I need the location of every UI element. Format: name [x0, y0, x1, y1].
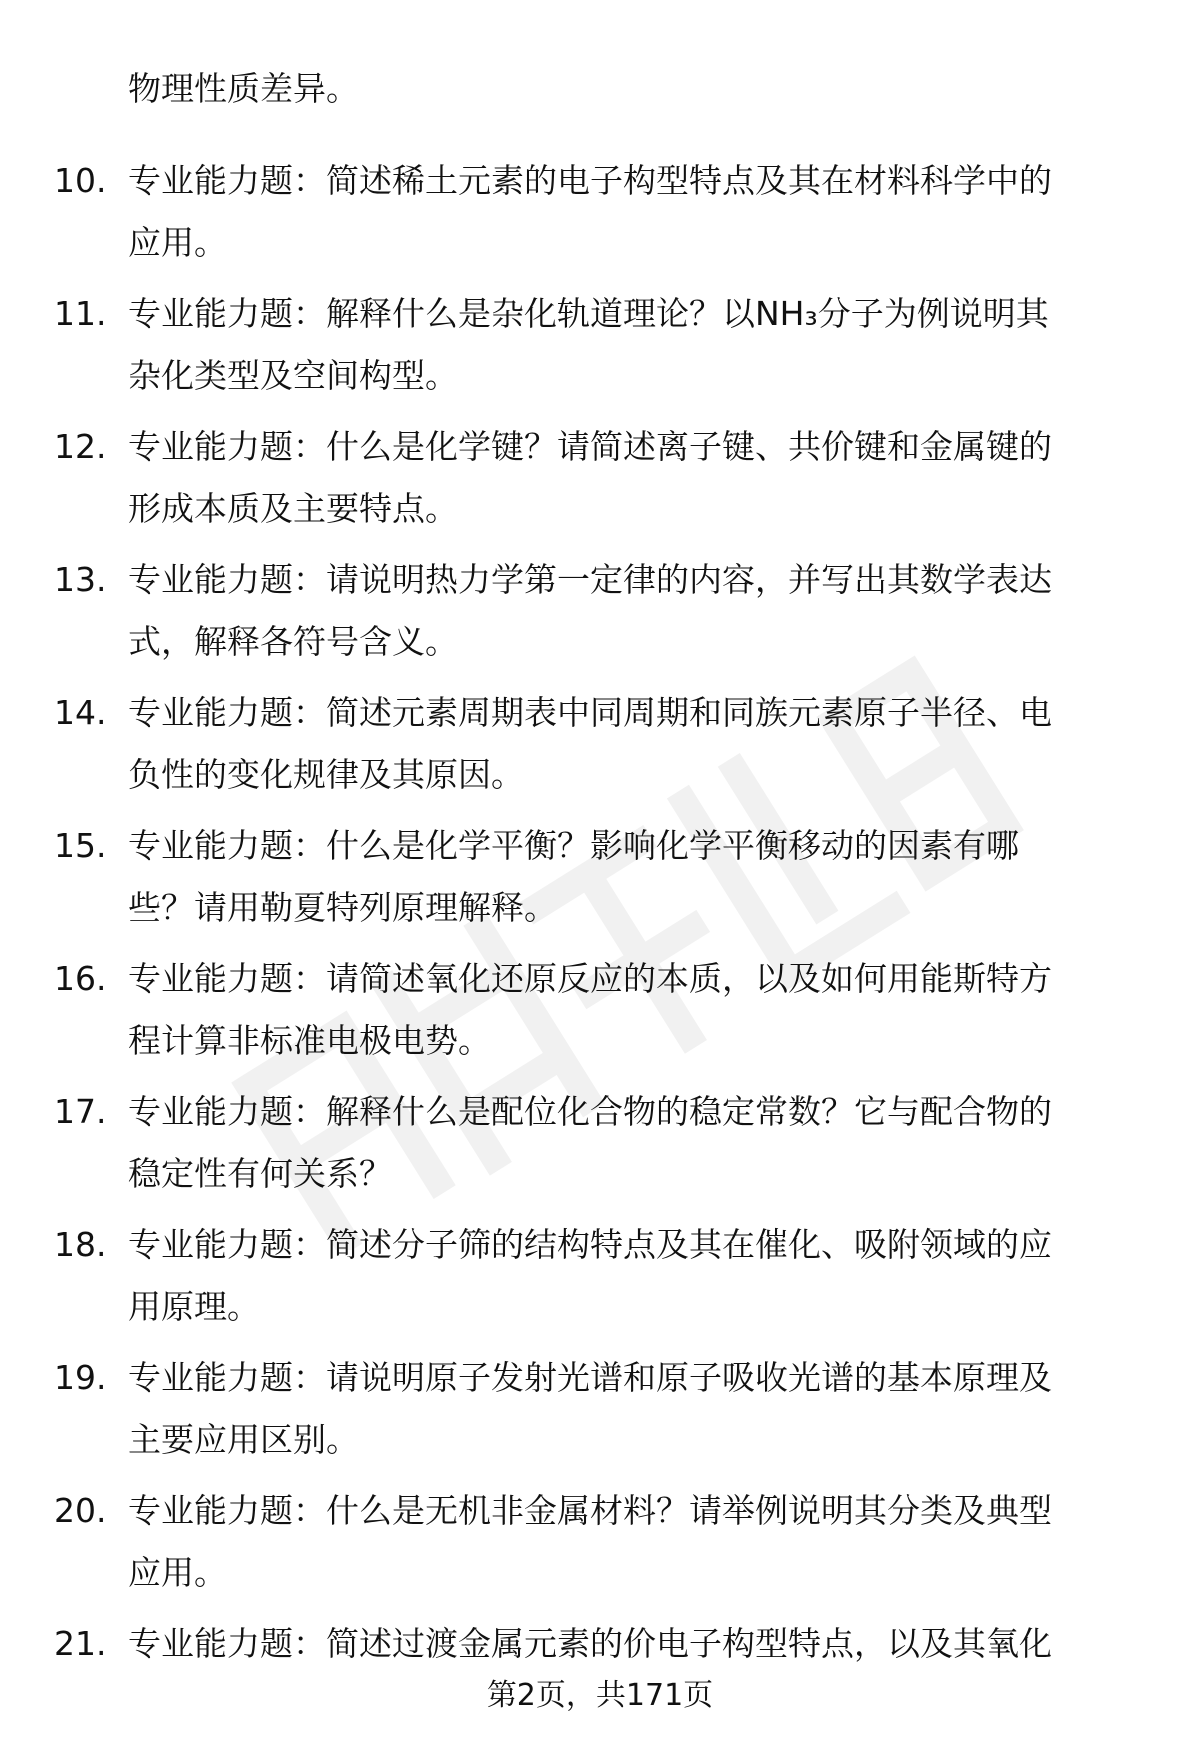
question-text	[128, 150, 1148, 274]
question-number: 17.	[54, 1092, 107, 1131]
question-item	[0, 283, 1200, 407]
question-text	[128, 1613, 1148, 1675]
question-line: 专业能力题：请简述氧化还原反应的本质，以及如何用能斯特方	[128, 959, 1052, 998]
question-number: 13.	[54, 560, 107, 599]
carryover-text: 物理性质差异。	[128, 69, 359, 108]
question-item	[0, 416, 1200, 540]
question-number: 19.	[54, 1358, 107, 1397]
question-text	[128, 549, 1148, 673]
question-item	[0, 549, 1200, 673]
question-text	[128, 1347, 1148, 1471]
question-item	[0, 1613, 1200, 1675]
question-item	[0, 948, 1200, 1072]
question-text	[128, 283, 1148, 407]
question-text	[128, 948, 1148, 1072]
question-number: 14.	[54, 693, 107, 732]
question-line: 形成本质及主要特点。	[128, 489, 458, 528]
question-number: 18.	[54, 1225, 107, 1264]
question-line: 专业能力题：简述稀土元素的电子构型特点及其在材料科学中的	[128, 161, 1052, 200]
question-number: 12.	[54, 427, 107, 466]
question-line: 稳定性有何关系？	[128, 1154, 392, 1193]
question-item	[0, 1347, 1200, 1471]
question-line: 专业能力题：请说明原子发射光谱和原子吸收光谱的基本原理及	[128, 1358, 1052, 1397]
question-text	[128, 1480, 1148, 1604]
question-item	[0, 1081, 1200, 1205]
question-item	[0, 150, 1200, 274]
question-line: 专业能力题：解释什么是杂化轨道理论？以NH₃分子为例说明其	[128, 294, 1049, 333]
question-line: 专业能力题：什么是化学键？请简述离子键、共价键和金属键的	[128, 427, 1052, 466]
question-line: 应用。	[128, 1553, 227, 1592]
question-line: 专业能力题：什么是化学平衡？影响化学平衡移动的因素有哪	[128, 826, 1019, 865]
page-footer: 第2页，共171页	[486, 1678, 714, 1713]
question-line: 专业能力题：简述过渡金属元素的价电子构型特点，以及其氧化	[128, 1624, 1052, 1663]
question-number: 20.	[54, 1491, 107, 1530]
question-item	[0, 1214, 1200, 1338]
question-text	[128, 1214, 1148, 1338]
question-text	[128, 815, 1148, 939]
question-item	[0, 815, 1200, 939]
question-line: 专业能力题：请说明热力学第一定律的内容，并写出其数学表达	[128, 560, 1052, 599]
question-line: 专业能力题：简述分子筛的结构特点及其在催化、吸附领域的应	[128, 1225, 1052, 1264]
question-line: 专业能力题：什么是无机非金属材料？请举例说明其分类及典型	[128, 1491, 1052, 1530]
question-line: 应用。	[128, 223, 227, 262]
question-line: 专业能力题：解释什么是配位化合物的稳定常数？它与配合物的	[128, 1092, 1052, 1131]
question-line: 程计算非标准电极电势。	[128, 1021, 491, 1060]
question-list	[0, 150, 1200, 1684]
question-number: 11.	[54, 294, 107, 333]
question-line: 专业能力题：简述元素周期表中同周期和同族元素原子半径、电	[128, 693, 1052, 732]
question-number: 16.	[54, 959, 107, 998]
question-item	[0, 682, 1200, 806]
question-text	[128, 1081, 1148, 1205]
question-line: 式，解释各符号含义。	[128, 622, 458, 661]
question-line: 主要应用区别。	[128, 1420, 359, 1459]
question-item	[0, 1480, 1200, 1604]
question-number: 10.	[54, 161, 107, 200]
question-number: 15.	[54, 826, 107, 865]
question-line: 杂化类型及空间构型。	[128, 356, 458, 395]
question-text	[128, 416, 1148, 540]
question-number: 21.	[54, 1624, 107, 1663]
question-line: 用原理。	[128, 1287, 260, 1326]
question-line: 负性的变化规律及其原因。	[128, 755, 524, 794]
question-line: 些？请用勒夏特列原理解释。	[128, 888, 557, 927]
question-text	[128, 682, 1148, 806]
